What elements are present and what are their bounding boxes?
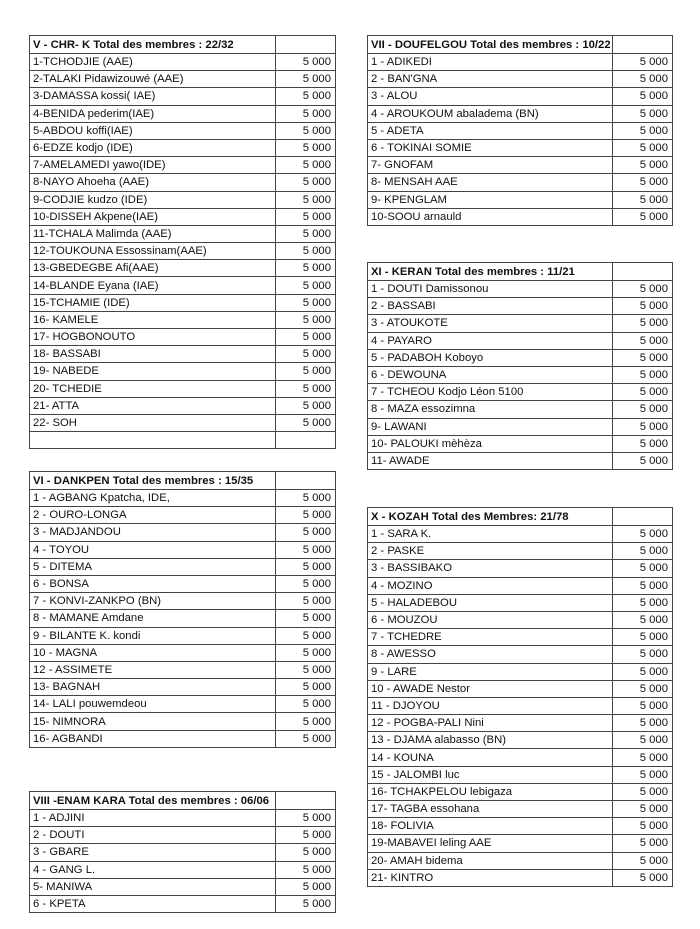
member-amount: 5 000 xyxy=(613,749,673,766)
member-amount: 5 000 xyxy=(276,627,336,644)
member-name: 9- LAWANI xyxy=(368,418,613,435)
member-row xyxy=(30,54,336,71)
member-row xyxy=(30,730,336,747)
member-row xyxy=(30,414,336,431)
member-name: 19- NABEDE xyxy=(30,363,276,380)
section-title: X - KOZAH Total des Membres: 21/78 xyxy=(368,508,613,526)
member-amount: 5 000 xyxy=(276,593,336,610)
member-row xyxy=(30,294,336,311)
member-row xyxy=(368,384,673,401)
member-amount: 5 000 xyxy=(613,732,673,749)
member-name: 21- ATTA xyxy=(30,397,276,414)
member-amount: 5 000 xyxy=(276,191,336,208)
member-row xyxy=(30,878,336,895)
member-name: 11-TCHALA Malimda (AAE) xyxy=(30,225,276,242)
member-name: 11 - DJOYOU xyxy=(368,697,613,714)
member-row xyxy=(368,105,673,122)
member-name: 2 - BASSABI xyxy=(368,298,613,315)
member-name: 2 - DOUTI xyxy=(30,827,276,844)
member-name: 5 - DITEMA xyxy=(30,558,276,575)
member-row xyxy=(30,895,336,912)
member-row xyxy=(368,191,673,208)
member-amount: 5 000 xyxy=(613,783,673,800)
member-name: 16- KAMELE xyxy=(30,311,276,328)
member-name: 8 - MAZA essozimna xyxy=(368,401,613,418)
section-title: VII - DOUFELGOU Total des membres : 10/22 xyxy=(368,36,613,54)
member-amount: 5 000 xyxy=(276,661,336,678)
member-row xyxy=(30,397,336,414)
member-row xyxy=(30,490,336,507)
member-name: 17- TAGBA essohana xyxy=(368,801,613,818)
member-amount: 5 000 xyxy=(276,844,336,861)
member-row xyxy=(368,560,673,577)
member-name: 16- TCHAKPELOU lebigaza xyxy=(368,783,613,800)
member-row xyxy=(30,627,336,644)
section-vii-table xyxy=(367,35,673,226)
member-name: 7 - TCHEOU Kodjo Léon 5100 xyxy=(368,384,613,401)
member-name: 7- GNOFAM xyxy=(368,157,613,174)
member-row xyxy=(30,346,336,363)
member-amount: 5 000 xyxy=(276,329,336,346)
member-name: 4 - PAYARO xyxy=(368,332,613,349)
member-row xyxy=(368,594,673,611)
member-name: 2 - BAN'GNA xyxy=(368,71,613,88)
member-amount: 5 000 xyxy=(276,277,336,294)
member-name: 4 - TOYOU xyxy=(30,541,276,558)
member-amount: 5 000 xyxy=(613,611,673,628)
member-amount: 5 000 xyxy=(276,225,336,242)
section-header xyxy=(30,472,336,490)
member-row xyxy=(30,558,336,575)
section-title: XI - KERAN Total des membres : 11/21 xyxy=(368,263,613,281)
member-name: 13-GBEDEGBE Afi(AAE) xyxy=(30,260,276,277)
member-amount: 5 000 xyxy=(276,157,336,174)
member-amount: 5 000 xyxy=(276,260,336,277)
member-name: 10 - MAGNA xyxy=(30,644,276,661)
member-name: 10 - AWADE Nestor xyxy=(368,680,613,697)
member-name: 20- AMAH bidema xyxy=(368,852,613,869)
member-amount: 5 000 xyxy=(613,349,673,366)
member-row xyxy=(368,835,673,852)
member-row xyxy=(30,661,336,678)
section-title: VI - DANKPEN Total des membres : 15/35 xyxy=(30,472,276,490)
member-name: 1 - ADJINI xyxy=(30,810,276,827)
member-name: 6 - KPETA xyxy=(30,895,276,912)
member-name: 6 - BONSA xyxy=(30,575,276,592)
member-row xyxy=(368,157,673,174)
member-name: 14- LALI pouwemdeou xyxy=(30,696,276,713)
section-v-table xyxy=(29,35,336,449)
member-row xyxy=(30,827,336,844)
member-row xyxy=(30,507,336,524)
section-viii-table xyxy=(29,791,336,913)
member-row xyxy=(368,818,673,835)
member-name: 9- KPENGLAM xyxy=(368,191,613,208)
member-row xyxy=(368,783,673,800)
member-amount: 5 000 xyxy=(613,594,673,611)
member-name: 21- KINTRO xyxy=(368,869,613,886)
member-amount: 5 000 xyxy=(613,366,673,383)
member-row xyxy=(368,418,673,435)
member-row xyxy=(368,435,673,452)
member-row xyxy=(368,611,673,628)
member-row xyxy=(30,363,336,380)
member-amount: 5 000 xyxy=(276,122,336,139)
member-amount: 5 000 xyxy=(613,191,673,208)
member-row xyxy=(368,452,673,469)
member-name: 6 - MOUZOU xyxy=(368,611,613,628)
member-row xyxy=(30,696,336,713)
member-amount: 5 000 xyxy=(613,281,673,298)
section-x-table xyxy=(367,507,673,887)
blank-cell xyxy=(276,432,336,449)
member-row xyxy=(368,732,673,749)
member-amount: 5 000 xyxy=(276,54,336,71)
member-name: 1 - ADIKEDI xyxy=(368,54,613,71)
member-amount: 5 000 xyxy=(613,766,673,783)
member-row xyxy=(30,593,336,610)
member-name: 10-SOOU arnauld xyxy=(368,208,613,225)
member-amount: 5 000 xyxy=(276,346,336,363)
member-amount: 5 000 xyxy=(613,680,673,697)
member-name: 9-CODJIE kudzo (IDE) xyxy=(30,191,276,208)
member-name: 5- MANIWA xyxy=(30,878,276,895)
member-name: 18- BASSABI xyxy=(30,346,276,363)
section-xi-table xyxy=(367,262,673,470)
member-name: 8 - AWESSO xyxy=(368,646,613,663)
member-name: 9 - LARE xyxy=(368,663,613,680)
member-row xyxy=(368,281,673,298)
member-name: 5-ABDOU koffi(IAE) xyxy=(30,122,276,139)
member-row xyxy=(30,225,336,242)
member-name: 12 - POGBA-PALI Nini xyxy=(368,715,613,732)
member-row xyxy=(368,801,673,818)
member-amount: 5 000 xyxy=(613,835,673,852)
member-name: 4 - GANG L. xyxy=(30,861,276,878)
member-amount: 5 000 xyxy=(613,332,673,349)
member-row xyxy=(368,766,673,783)
member-row xyxy=(368,401,673,418)
member-row xyxy=(30,122,336,139)
member-row xyxy=(368,332,673,349)
member-row xyxy=(368,680,673,697)
member-name: 6 - DEWOUNA xyxy=(368,366,613,383)
member-row xyxy=(368,629,673,646)
member-row xyxy=(30,861,336,878)
member-amount: 5 000 xyxy=(276,524,336,541)
section-vii-body xyxy=(368,36,673,226)
member-amount: 5 000 xyxy=(276,294,336,311)
member-name: 1-TCHODJIE (AAE) xyxy=(30,54,276,71)
member-row xyxy=(30,191,336,208)
member-name: 22- SOH xyxy=(30,414,276,431)
member-row xyxy=(30,679,336,696)
member-name: 10- PALOUKI mèhèza xyxy=(368,435,613,452)
member-amount: 5 000 xyxy=(276,610,336,627)
member-amount: 5 000 xyxy=(276,71,336,88)
member-row xyxy=(368,715,673,732)
section-vi-table xyxy=(29,471,336,748)
member-amount: 5 000 xyxy=(276,208,336,225)
blank-cell xyxy=(30,432,276,449)
member-row xyxy=(368,349,673,366)
member-amount: 5 000 xyxy=(613,139,673,156)
member-row xyxy=(30,208,336,225)
member-name: 2 - PASKE xyxy=(368,543,613,560)
member-amount: 5 000 xyxy=(276,713,336,730)
member-row xyxy=(368,298,673,315)
member-row xyxy=(368,71,673,88)
member-name: 13 - DJAMA alabasso (BN) xyxy=(368,732,613,749)
section-v-body xyxy=(30,36,336,449)
member-amount: 5 000 xyxy=(613,71,673,88)
member-amount: 5 000 xyxy=(276,810,336,827)
member-row xyxy=(30,71,336,88)
member-row xyxy=(30,380,336,397)
member-amount: 5 000 xyxy=(613,105,673,122)
member-row xyxy=(30,243,336,260)
member-amount: 5 000 xyxy=(613,401,673,418)
member-amount: 5 000 xyxy=(613,418,673,435)
member-amount: 5 000 xyxy=(276,878,336,895)
member-name: 5 - PADABOH Koboyo xyxy=(368,349,613,366)
member-row xyxy=(368,526,673,543)
member-name: 3 - MADJANDOU xyxy=(30,524,276,541)
member-amount: 5 000 xyxy=(276,644,336,661)
member-amount: 5 000 xyxy=(613,88,673,105)
member-row xyxy=(30,713,336,730)
member-amount: 5 000 xyxy=(276,414,336,431)
section-header xyxy=(30,36,336,54)
section-x-body xyxy=(368,508,673,887)
member-name: 2-TALAKI Pidawizouwé (AAE) xyxy=(30,71,276,88)
member-amount: 5 000 xyxy=(613,384,673,401)
member-amount: 5 000 xyxy=(613,315,673,332)
member-row xyxy=(368,139,673,156)
member-amount: 5 000 xyxy=(276,311,336,328)
member-row xyxy=(30,311,336,328)
member-name: 10-DISSEH Akpene(IAE) xyxy=(30,208,276,225)
member-name: 14 - KOUNA xyxy=(368,749,613,766)
section-title: V - CHR- K Total des membres : 22/32 xyxy=(30,36,276,54)
member-amount: 5 000 xyxy=(613,452,673,469)
member-name: 6-EDZE kodjo (IDE) xyxy=(30,139,276,156)
member-row xyxy=(30,105,336,122)
member-row xyxy=(368,577,673,594)
member-row xyxy=(30,277,336,294)
member-amount: 5 000 xyxy=(613,818,673,835)
member-row xyxy=(30,575,336,592)
member-name: 18- FOLIVIA xyxy=(368,818,613,835)
member-row xyxy=(368,208,673,225)
member-amount: 5 000 xyxy=(276,541,336,558)
member-row xyxy=(30,157,336,174)
member-amount: 5 000 xyxy=(276,363,336,380)
member-name: 8-NAYO Ahoeha (AAE) xyxy=(30,174,276,191)
section-title: VIII -ENAM KARA Total des membres : 06/06 xyxy=(30,792,276,810)
section-header xyxy=(368,508,673,526)
member-row xyxy=(30,174,336,191)
member-row xyxy=(30,524,336,541)
member-amount: 5 000 xyxy=(613,526,673,543)
member-amount: 5 000 xyxy=(276,575,336,592)
member-row xyxy=(368,54,673,71)
member-row xyxy=(368,315,673,332)
member-row xyxy=(368,646,673,663)
member-row xyxy=(30,610,336,627)
member-name: 3 - GBARE xyxy=(30,844,276,861)
member-amount: 5 000 xyxy=(276,861,336,878)
member-name: 14-BLANDE Eyana (IAE) xyxy=(30,277,276,294)
section-header xyxy=(368,36,673,54)
member-amount: 5 000 xyxy=(613,54,673,71)
member-name: 1 - AGBANG Kpatcha, IDE, xyxy=(30,490,276,507)
member-amount: 5 000 xyxy=(613,715,673,732)
member-name: 19-MABAVEI leling AAE xyxy=(368,835,613,852)
member-name: 13- BAGNAH xyxy=(30,679,276,696)
member-name: 9 - BILANTE K. kondi xyxy=(30,627,276,644)
member-amount: 5 000 xyxy=(613,560,673,577)
member-name: 5 - ADETA xyxy=(368,122,613,139)
member-amount: 5 000 xyxy=(276,174,336,191)
member-name: 7-AMELAMEDI yawo(IDE) xyxy=(30,157,276,174)
member-amount: 5 000 xyxy=(613,157,673,174)
member-amount: 5 000 xyxy=(276,243,336,260)
member-name: 16- AGBANDI xyxy=(30,730,276,747)
member-amount: 5 000 xyxy=(276,380,336,397)
member-row xyxy=(30,644,336,661)
member-row xyxy=(30,88,336,105)
member-name: 12-TOUKOUNA Essossinam(AAE) xyxy=(30,243,276,260)
section-viii-body xyxy=(30,792,336,913)
member-row xyxy=(368,852,673,869)
member-name: 4 - MOZINO xyxy=(368,577,613,594)
member-amount: 5 000 xyxy=(613,801,673,818)
member-name: 7 - KONVI-ZANKPO (BN) xyxy=(30,593,276,610)
member-amount: 5 000 xyxy=(613,577,673,594)
member-amount: 5 000 xyxy=(613,852,673,869)
member-name: 3 - ALOU xyxy=(368,88,613,105)
member-name: 3 - BASSIBAKO xyxy=(368,560,613,577)
member-row xyxy=(368,174,673,191)
member-name: 4-BENIDA pederim(IAE) xyxy=(30,105,276,122)
member-name: 1 - DOUTI Damissonou xyxy=(368,281,613,298)
member-name: 20- TCHEDIE xyxy=(30,380,276,397)
member-amount: 5 000 xyxy=(276,679,336,696)
member-amount: 5 000 xyxy=(276,105,336,122)
member-amount: 5 000 xyxy=(276,507,336,524)
member-amount: 5 000 xyxy=(276,490,336,507)
member-amount: 5 000 xyxy=(613,697,673,714)
member-amount: 5 000 xyxy=(613,663,673,680)
member-name: 6 - TOKINAI SOMIE xyxy=(368,139,613,156)
member-name: 12 - ASSIMETE xyxy=(30,661,276,678)
member-amount: 5 000 xyxy=(276,696,336,713)
section-xi-body xyxy=(368,263,673,470)
member-name: 3 - ATOUKOTE xyxy=(368,315,613,332)
member-amount: 5 000 xyxy=(613,435,673,452)
member-name: 2 - OURO-LONGA xyxy=(30,507,276,524)
member-name: 7 - TCHEDRE xyxy=(368,629,613,646)
member-row xyxy=(30,260,336,277)
member-amount: 5 000 xyxy=(613,646,673,663)
member-name: 11- AWADE xyxy=(368,452,613,469)
member-amount: 5 000 xyxy=(276,397,336,414)
blank-row xyxy=(30,432,336,449)
member-row xyxy=(30,329,336,346)
member-amount: 5 000 xyxy=(276,895,336,912)
member-name: 8 - MAMANE Amdane xyxy=(30,610,276,627)
member-amount: 5 000 xyxy=(276,88,336,105)
member-amount: 5 000 xyxy=(613,869,673,886)
member-amount: 5 000 xyxy=(613,122,673,139)
member-amount: 5 000 xyxy=(613,208,673,225)
member-row xyxy=(30,810,336,827)
member-name: 5 - HALADEBOU xyxy=(368,594,613,611)
member-row xyxy=(368,122,673,139)
member-row xyxy=(368,749,673,766)
member-amount: 5 000 xyxy=(613,298,673,315)
member-row xyxy=(30,541,336,558)
member-amount: 5 000 xyxy=(276,139,336,156)
member-amount: 5 000 xyxy=(613,629,673,646)
section-header xyxy=(368,263,673,281)
member-name: 4 - AROUKOUM abaladema (BN) xyxy=(368,105,613,122)
member-row xyxy=(368,663,673,680)
member-row xyxy=(368,869,673,886)
section-header xyxy=(30,792,336,810)
member-name: 17- HOGBONOUTO xyxy=(30,329,276,346)
member-amount: 5 000 xyxy=(276,730,336,747)
member-row xyxy=(30,844,336,861)
member-row xyxy=(368,88,673,105)
member-row xyxy=(368,543,673,560)
member-name: 15-TCHAMIE (IDE) xyxy=(30,294,276,311)
section-vi-body xyxy=(30,472,336,748)
member-amount: 5 000 xyxy=(276,558,336,575)
member-amount: 5 000 xyxy=(613,543,673,560)
member-row xyxy=(368,697,673,714)
member-amount: 5 000 xyxy=(613,174,673,191)
member-name: 15 - JALOMBI luc xyxy=(368,766,613,783)
member-name: 3-DAMASSA kossi( IAE) xyxy=(30,88,276,105)
member-name: 15- NIMNORA xyxy=(30,713,276,730)
member-row xyxy=(30,139,336,156)
member-name: 8- MENSAH AAE xyxy=(368,174,613,191)
member-amount: 5 000 xyxy=(276,827,336,844)
member-row xyxy=(368,366,673,383)
member-name: 1 - SARA K. xyxy=(368,526,613,543)
